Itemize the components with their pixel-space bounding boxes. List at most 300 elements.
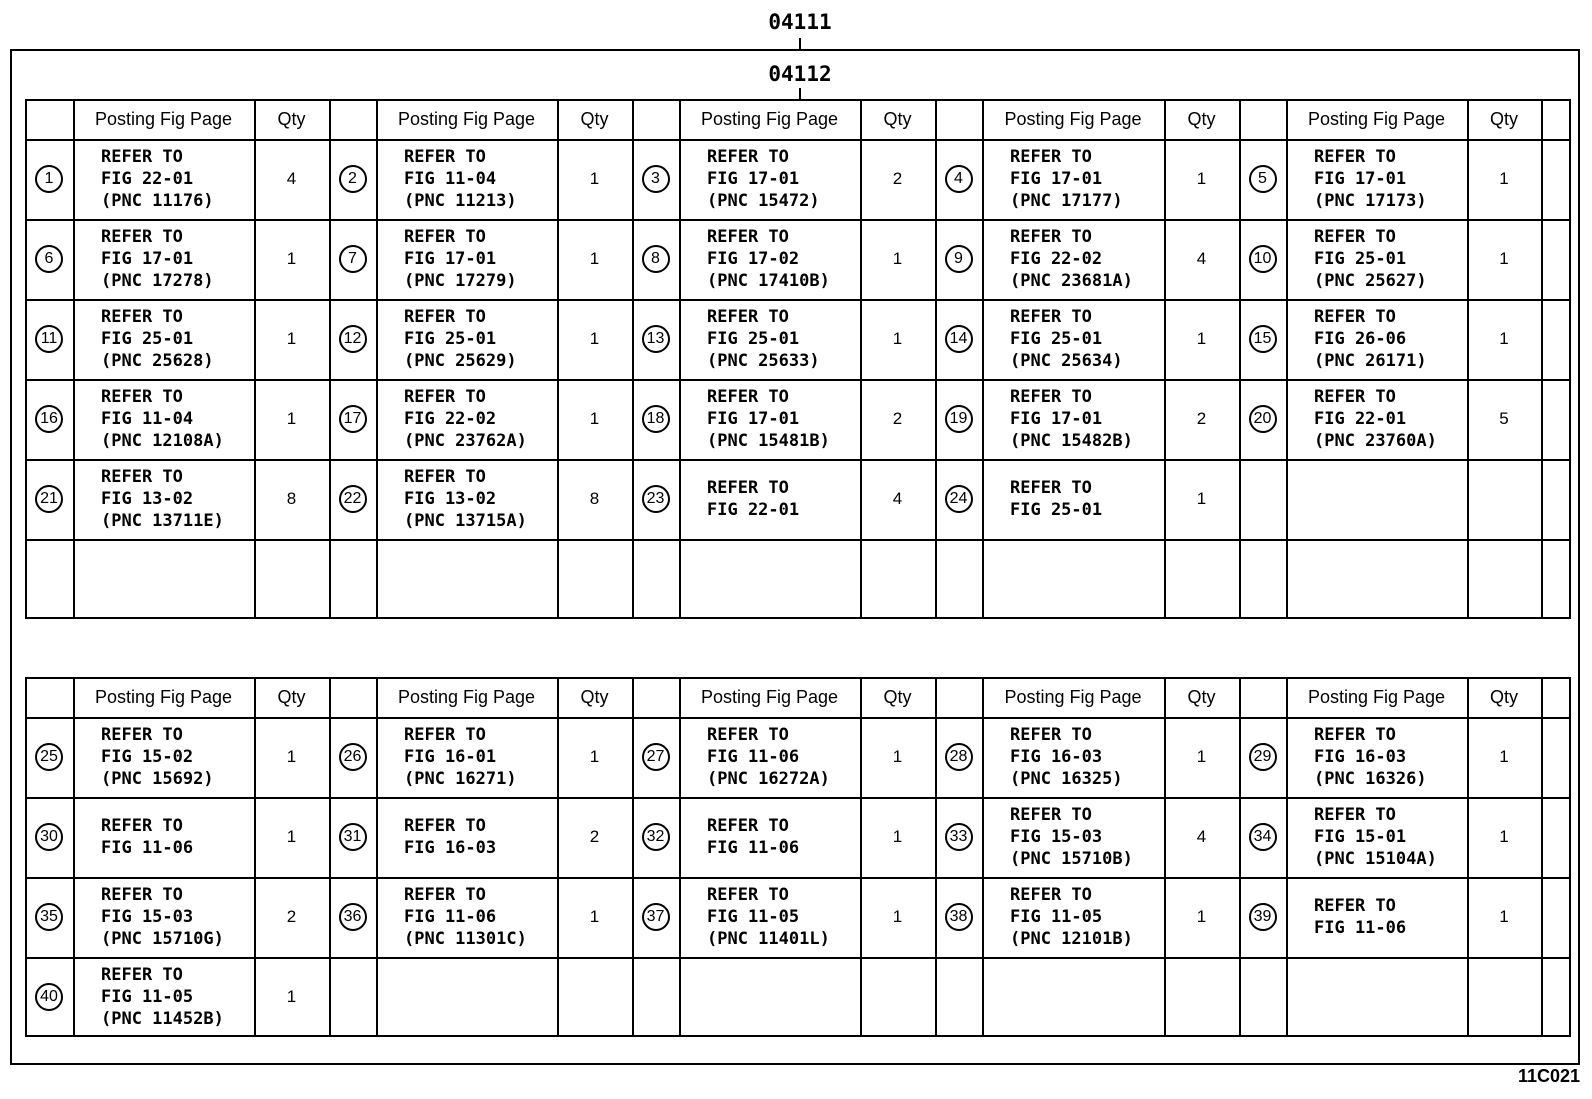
posting-reference-cell <box>73 139 254 219</box>
item-number-cell <box>1239 299 1286 379</box>
item-number-callout: 35 <box>35 903 63 931</box>
posting-reference-line: (PNC 13711E) <box>101 511 224 531</box>
posting-reference-line: REFER TO <box>404 227 486 247</box>
posting-reference <box>101 306 214 372</box>
posting-reference <box>707 226 830 292</box>
posting-reference-line: (PNC 26171) <box>1314 351 1427 371</box>
posting-reference-line: REFER TO <box>707 725 789 745</box>
qty-value: 2 <box>286 907 297 926</box>
item-number-callout: 14 <box>945 325 973 353</box>
qty-value: 1 <box>892 249 903 268</box>
posting-reference <box>707 386 830 452</box>
posting-reference-line: FIG 11-04 <box>404 169 497 189</box>
qty-value: 1 <box>892 907 903 926</box>
header-qty: Qty <box>883 108 912 129</box>
posting-reference-cell <box>1286 219 1467 299</box>
posting-reference-line: REFER TO <box>1314 725 1396 745</box>
posting-reference-line: REFER TO <box>404 147 486 167</box>
posting-reference-line: FIG 11-06 <box>404 907 497 927</box>
posting-reference-cell <box>1286 299 1467 379</box>
header-posting-fig-page: Posting Fig Page <box>700 108 839 129</box>
posting-reference <box>707 724 830 790</box>
posting-reference-line: FIG 16-03 <box>404 838 497 858</box>
posting-reference-line: REFER TO <box>707 478 789 498</box>
posting-reference <box>101 226 214 292</box>
qty-value: 1 <box>286 827 297 846</box>
item-number-callout: 2 <box>339 165 367 193</box>
posting-reference-line: (PNC 25629) <box>404 351 517 371</box>
item-number-cell <box>935 459 982 539</box>
posting-reference-line: REFER TO <box>1314 896 1396 916</box>
posting-reference <box>707 146 820 212</box>
qty-value: 1 <box>892 827 903 846</box>
posting-reference-line: (PNC 17279) <box>404 271 517 291</box>
qty-value: 2 <box>1196 409 1207 428</box>
header-qty: Qty <box>1489 108 1518 129</box>
posting-reference-cell <box>73 877 254 957</box>
item-number-cell <box>25 459 73 539</box>
header-posting-fig-page: Posting Fig Page <box>700 686 839 707</box>
header-posting-fig-page: Posting Fig Page <box>397 686 536 707</box>
posting-reference-line: (PNC 23762A) <box>404 431 527 451</box>
posting-reference-cell <box>73 219 254 299</box>
posting-reference <box>1010 804 1133 870</box>
posting-reference-cell <box>679 139 860 219</box>
item-number-callout: 6 <box>35 245 63 273</box>
item-number-callout: 1 <box>35 165 63 193</box>
qty-value: 1 <box>1499 827 1509 846</box>
item-number-cell <box>935 717 982 797</box>
qty-value: 1 <box>286 249 297 268</box>
item-number-callout: 37 <box>642 903 670 931</box>
item-number-cell <box>1239 797 1286 877</box>
posting-reference-line: (PNC 12108A) <box>101 431 224 451</box>
grid-line-vertical <box>1541 677 1543 1037</box>
posting-reference <box>707 815 799 859</box>
qty-value: 8 <box>589 489 600 508</box>
posting-reference-line: REFER TO <box>101 725 183 745</box>
posting-reference-line: FIG 15-03 <box>101 907 194 927</box>
qty-value: 1 <box>892 747 903 766</box>
posting-reference-line: REFER TO <box>101 147 183 167</box>
posting-reference-cell <box>376 797 557 877</box>
qty-value: 1 <box>286 409 297 428</box>
item-number-cell <box>1239 877 1286 957</box>
header-posting-fig-page: Posting Fig Page <box>1307 686 1446 707</box>
posting-reference-cell <box>376 139 557 219</box>
qty-value: 1 <box>892 329 903 348</box>
posting-reference-line: REFER TO <box>101 467 183 487</box>
posting-reference-line: REFER TO <box>707 885 789 905</box>
posting-reference-cell <box>982 877 1164 957</box>
qty-value: 1 <box>286 329 297 348</box>
qty-value: 1 <box>286 747 297 766</box>
item-number-callout: 26 <box>339 743 367 771</box>
posting-reference-line: (PNC 25627) <box>1314 271 1427 291</box>
qty-value: 4 <box>892 489 903 508</box>
posting-reference <box>101 884 224 950</box>
qty-value: 4 <box>286 169 297 188</box>
item-number-callout: 15 <box>1249 325 1277 353</box>
item-number-callout: 13 <box>642 325 670 353</box>
posting-reference-line: FIG 11-04 <box>101 409 194 429</box>
item-number-cell <box>1239 717 1286 797</box>
qty-value: 1 <box>589 329 600 348</box>
header-qty: Qty <box>277 108 306 129</box>
item-number-callout: 31 <box>339 823 367 851</box>
item-number-cell <box>329 459 376 539</box>
posting-reference-cell <box>982 459 1164 539</box>
posting-reference-line: (PNC 25634) <box>1010 351 1123 371</box>
item-number-callout: 20 <box>1249 405 1277 433</box>
posting-reference-line: REFER TO <box>404 725 486 745</box>
item-number-callout: 27 <box>642 743 670 771</box>
assembly-number-top: 04111 <box>768 10 832 34</box>
item-number-cell <box>935 299 982 379</box>
posting-reference-cell <box>376 717 557 797</box>
qty-value: 1 <box>1499 747 1509 766</box>
item-number-callout: 4 <box>945 165 973 193</box>
posting-reference-line: REFER TO <box>101 307 183 327</box>
figure-code: 11C021 <box>1517 1066 1580 1086</box>
posting-reference <box>404 815 496 859</box>
posting-reference-line: (PNC 16326) <box>1314 769 1427 789</box>
qty-value: 1 <box>1196 747 1207 766</box>
parts-table-lower <box>25 677 1571 1047</box>
posting-reference-line: (PNC 15104A) <box>1314 849 1437 869</box>
posting-reference-line: REFER TO <box>101 816 183 836</box>
item-number-callout: 28 <box>945 743 973 771</box>
header-qty: Qty <box>580 686 609 707</box>
qty-value: 1 <box>589 249 600 268</box>
item-number-cell <box>25 717 73 797</box>
posting-reference-line: FIG 17-01 <box>707 169 800 189</box>
grid-line-horizontal <box>25 539 1571 541</box>
item-number-cell <box>329 379 376 459</box>
posting-reference <box>404 724 517 790</box>
posting-reference-line: FIG 17-01 <box>1010 169 1103 189</box>
posting-reference-line: (PNC 16325) <box>1010 769 1123 789</box>
qty-value: 1 <box>1196 329 1207 348</box>
item-number-callout: 8 <box>642 245 670 273</box>
posting-reference <box>1010 146 1123 212</box>
item-number-cell <box>25 379 73 459</box>
posting-reference-line: REFER TO <box>1314 805 1396 825</box>
item-number-cell <box>25 797 73 877</box>
posting-reference-line: REFER TO <box>1010 725 1092 745</box>
posting-reference-line: REFER TO <box>1314 387 1396 407</box>
posting-reference-cell <box>376 459 557 539</box>
posting-reference <box>1010 306 1123 372</box>
qty-value: 4 <box>1196 249 1207 268</box>
posting-reference <box>1010 226 1133 292</box>
item-number-callout: 23 <box>642 485 670 513</box>
item-number-callout: 12 <box>339 325 367 353</box>
posting-reference-cell <box>73 459 254 539</box>
posting-reference-cell <box>73 797 254 877</box>
item-number-cell <box>25 877 73 957</box>
posting-reference-line: (PNC 15710B) <box>1010 849 1133 869</box>
posting-reference-line: (PNC 15472) <box>707 191 820 211</box>
posting-reference <box>101 146 214 212</box>
posting-reference-line: FIG 11-05 <box>1010 907 1103 927</box>
posting-reference-line: REFER TO <box>707 307 789 327</box>
posting-reference-line: FIG 22-01 <box>101 169 194 189</box>
item-number-callout: 38 <box>945 903 973 931</box>
posting-reference-line: (PNC 23760A) <box>1314 431 1437 451</box>
posting-reference-line: FIG 11-06 <box>707 747 800 767</box>
posting-reference-line: (PNC 13715A) <box>404 511 527 531</box>
posting-reference <box>1314 895 1406 939</box>
header-qty: Qty <box>1489 686 1518 707</box>
posting-reference-line: REFER TO <box>1010 885 1092 905</box>
posting-reference-line: REFER TO <box>1010 147 1092 167</box>
posting-reference <box>101 386 224 452</box>
posting-reference-line: FIG 11-06 <box>1314 918 1407 938</box>
posting-reference-line: FIG 16-01 <box>404 747 497 767</box>
posting-reference-line: FIG 16-03 <box>1314 747 1407 767</box>
posting-reference-line: FIG 17-02 <box>707 249 800 269</box>
posting-reference-cell <box>1286 877 1467 957</box>
posting-reference-line: REFER TO <box>404 885 486 905</box>
posting-reference-line: REFER TO <box>404 467 486 487</box>
item-number-cell <box>632 797 679 877</box>
posting-reference-line: (PNC 11213) <box>404 191 517 211</box>
grid-line-vertical <box>1569 99 1571 619</box>
posting-reference <box>1314 146 1427 212</box>
posting-reference <box>404 226 517 292</box>
posting-reference-cell <box>73 379 254 459</box>
posting-reference-line: REFER TO <box>404 387 486 407</box>
posting-reference <box>1010 884 1133 950</box>
posting-reference-line: (PNC 25628) <box>101 351 214 371</box>
posting-reference-line: (PNC 25633) <box>707 351 820 371</box>
posting-reference-line: REFER TO <box>404 816 486 836</box>
item-number-callout: 32 <box>642 823 670 851</box>
posting-reference <box>404 386 527 452</box>
item-number-cell <box>935 797 982 877</box>
posting-reference-cell <box>376 877 557 957</box>
posting-reference <box>1314 724 1427 790</box>
posting-reference-line: REFER TO <box>101 965 183 985</box>
posting-reference <box>1314 386 1437 452</box>
posting-reference-cell <box>679 459 860 539</box>
item-number-callout: 22 <box>339 485 367 513</box>
posting-reference-line: FIG 26-06 <box>1314 329 1407 349</box>
posting-reference-cell <box>376 219 557 299</box>
item-number-callout: 36 <box>339 903 367 931</box>
item-number-callout: 25 <box>35 743 63 771</box>
qty-value: 1 <box>1196 169 1207 188</box>
item-number-cell <box>632 877 679 957</box>
posting-reference <box>707 306 820 372</box>
item-number-cell <box>25 139 73 219</box>
posting-reference <box>101 466 224 532</box>
parts-table-upper <box>25 99 1571 630</box>
posting-reference <box>101 724 214 790</box>
posting-reference-cell <box>679 379 860 459</box>
item-number-callout: 19 <box>945 405 973 433</box>
item-number-cell <box>935 877 982 957</box>
posting-reference-line: REFER TO <box>1314 227 1396 247</box>
posting-reference-cell <box>376 379 557 459</box>
posting-reference-line: REFER TO <box>1010 805 1092 825</box>
posting-reference-line: (PNC 16272A) <box>707 769 830 789</box>
posting-reference-line: (PNC 23681A) <box>1010 271 1133 291</box>
posting-reference <box>1314 306 1427 372</box>
posting-reference-line: FIG 13-02 <box>101 489 194 509</box>
posting-reference-line: (PNC 15482B) <box>1010 431 1133 451</box>
posting-reference-line: FIG 17-01 <box>101 249 194 269</box>
posting-reference-cell <box>982 299 1164 379</box>
item-number-callout: 3 <box>642 165 670 193</box>
posting-reference-line: REFER TO <box>707 387 789 407</box>
posting-reference-line: REFER TO <box>101 885 183 905</box>
posting-reference-cell <box>1286 797 1467 877</box>
qty-value: 2 <box>892 409 903 428</box>
grid-line-vertical <box>1569 677 1571 1037</box>
posting-reference-cell <box>982 139 1164 219</box>
posting-reference <box>404 306 517 372</box>
qty-value: 1 <box>1499 329 1509 348</box>
qty-value: 1 <box>589 907 600 926</box>
posting-reference-line: REFER TO <box>1314 307 1396 327</box>
posting-reference-line: FIG 15-03 <box>1010 827 1103 847</box>
qty-value: 8 <box>286 489 297 508</box>
item-number-cell <box>632 139 679 219</box>
posting-reference-line: (PNC 17177) <box>1010 191 1123 211</box>
item-number-cell <box>329 299 376 379</box>
posting-reference-line: FIG 25-01 <box>404 329 497 349</box>
item-number-cell <box>632 379 679 459</box>
posting-reference-cell <box>73 717 254 797</box>
posting-reference <box>404 884 527 950</box>
assembly-number-inner: 04112 <box>768 62 832 86</box>
posting-reference <box>707 884 830 950</box>
qty-value: 2 <box>589 827 600 846</box>
posting-reference-cell <box>1286 717 1467 797</box>
posting-reference <box>101 815 193 859</box>
posting-reference <box>1010 724 1123 790</box>
posting-reference-cell <box>679 219 860 299</box>
header-posting-fig-page: Posting Fig Page <box>1004 108 1142 129</box>
posting-reference-line: FIG 11-05 <box>101 987 194 1007</box>
grid-line-horizontal <box>25 617 1571 619</box>
posting-reference-line: (PNC 16271) <box>404 769 517 789</box>
item-number-callout: 33 <box>945 823 973 851</box>
posting-reference-line: FIG 17-01 <box>1314 169 1407 189</box>
posting-reference-cell <box>982 219 1164 299</box>
posting-reference <box>1314 226 1427 292</box>
posting-reference-line: FIG 22-01 <box>707 500 800 520</box>
item-number-cell <box>935 139 982 219</box>
posting-reference <box>1010 386 1133 452</box>
header-posting-fig-page: Posting Fig Page <box>94 108 233 129</box>
item-number-cell <box>329 717 376 797</box>
item-number-cell <box>1239 379 1286 459</box>
posting-reference-line: (PNC 11176) <box>101 191 214 211</box>
posting-reference-line: FIG 22-02 <box>1010 249 1103 269</box>
posting-reference-line: REFER TO <box>707 816 789 836</box>
posting-reference-line: (PNC 12101B) <box>1010 929 1133 949</box>
qty-value: 1 <box>589 747 600 766</box>
posting-reference-line: FIG 11-05 <box>707 907 800 927</box>
posting-reference-cell <box>73 957 254 1037</box>
posting-reference-line: FIG 15-01 <box>1314 827 1407 847</box>
item-number-callout: 24 <box>945 485 973 513</box>
posting-reference-line: REFER TO <box>1010 307 1092 327</box>
posting-reference-line: FIG 25-01 <box>1010 500 1103 520</box>
posting-reference-cell <box>679 877 860 957</box>
qty-value: 1 <box>1196 907 1207 926</box>
posting-reference-cell <box>982 717 1164 797</box>
posting-reference-line: FIG 25-01 <box>1010 329 1103 349</box>
posting-reference-line: REFER TO <box>1314 147 1396 167</box>
posting-reference-cell <box>982 797 1164 877</box>
posting-reference-line: FIG 25-01 <box>1314 249 1407 269</box>
qty-value: 1 <box>589 409 600 428</box>
qty-value: 1 <box>589 169 600 188</box>
item-number-cell <box>632 459 679 539</box>
posting-reference-line: REFER TO <box>404 307 486 327</box>
item-number-cell <box>329 797 376 877</box>
qty-value: 4 <box>1196 827 1207 846</box>
item-number-cell <box>935 379 982 459</box>
header-qty: Qty <box>580 108 609 129</box>
posting-reference-line: (PNC 17410B) <box>707 271 830 291</box>
item-number-callout: 18 <box>642 405 670 433</box>
item-number-callout: 9 <box>945 245 973 273</box>
posting-reference-line: FIG 13-02 <box>404 489 497 509</box>
item-number-callout: 17 <box>339 405 367 433</box>
posting-reference-line: (PNC 15692) <box>101 769 214 789</box>
item-number-callout: 5 <box>1249 165 1277 193</box>
header-qty: Qty <box>277 686 306 707</box>
posting-reference-line: (PNC 17278) <box>101 271 214 291</box>
item-number-cell <box>329 877 376 957</box>
item-number-cell <box>25 219 73 299</box>
posting-reference-line: FIG 17-01 <box>707 409 800 429</box>
posting-reference-cell <box>376 299 557 379</box>
posting-reference-line: FIG 17-01 <box>1010 409 1103 429</box>
header-qty: Qty <box>1187 686 1216 707</box>
posting-reference-cell <box>679 717 860 797</box>
posting-reference-line: REFER TO <box>707 227 789 247</box>
posting-reference-line: REFER TO <box>101 387 183 407</box>
item-number-cell <box>632 219 679 299</box>
item-number-callout: 21 <box>35 485 63 513</box>
item-number-callout: 34 <box>1249 823 1277 851</box>
posting-reference-cell <box>73 299 254 379</box>
item-number-callout: 10 <box>1249 245 1277 273</box>
item-number-cell <box>329 139 376 219</box>
posting-reference-line: (PNC 11301C) <box>404 929 527 949</box>
posting-reference-line: (PNC 11401L) <box>707 929 830 949</box>
header-posting-fig-page: Posting Fig Page <box>1307 108 1446 129</box>
posting-reference-line: REFER TO <box>1010 387 1092 407</box>
qty-value: 1 <box>286 987 297 1006</box>
posting-reference-cell <box>1286 139 1467 219</box>
item-number-callout: 30 <box>35 823 63 851</box>
item-number-cell <box>25 957 73 1037</box>
item-number-cell <box>632 299 679 379</box>
header-qty: Qty <box>883 686 912 707</box>
posting-reference-line: REFER TO <box>1010 227 1092 247</box>
item-number-cell <box>329 219 376 299</box>
posting-reference-cell <box>982 379 1164 459</box>
header-posting-fig-page: Posting Fig Page <box>397 108 536 129</box>
item-number-cell <box>1239 219 1286 299</box>
